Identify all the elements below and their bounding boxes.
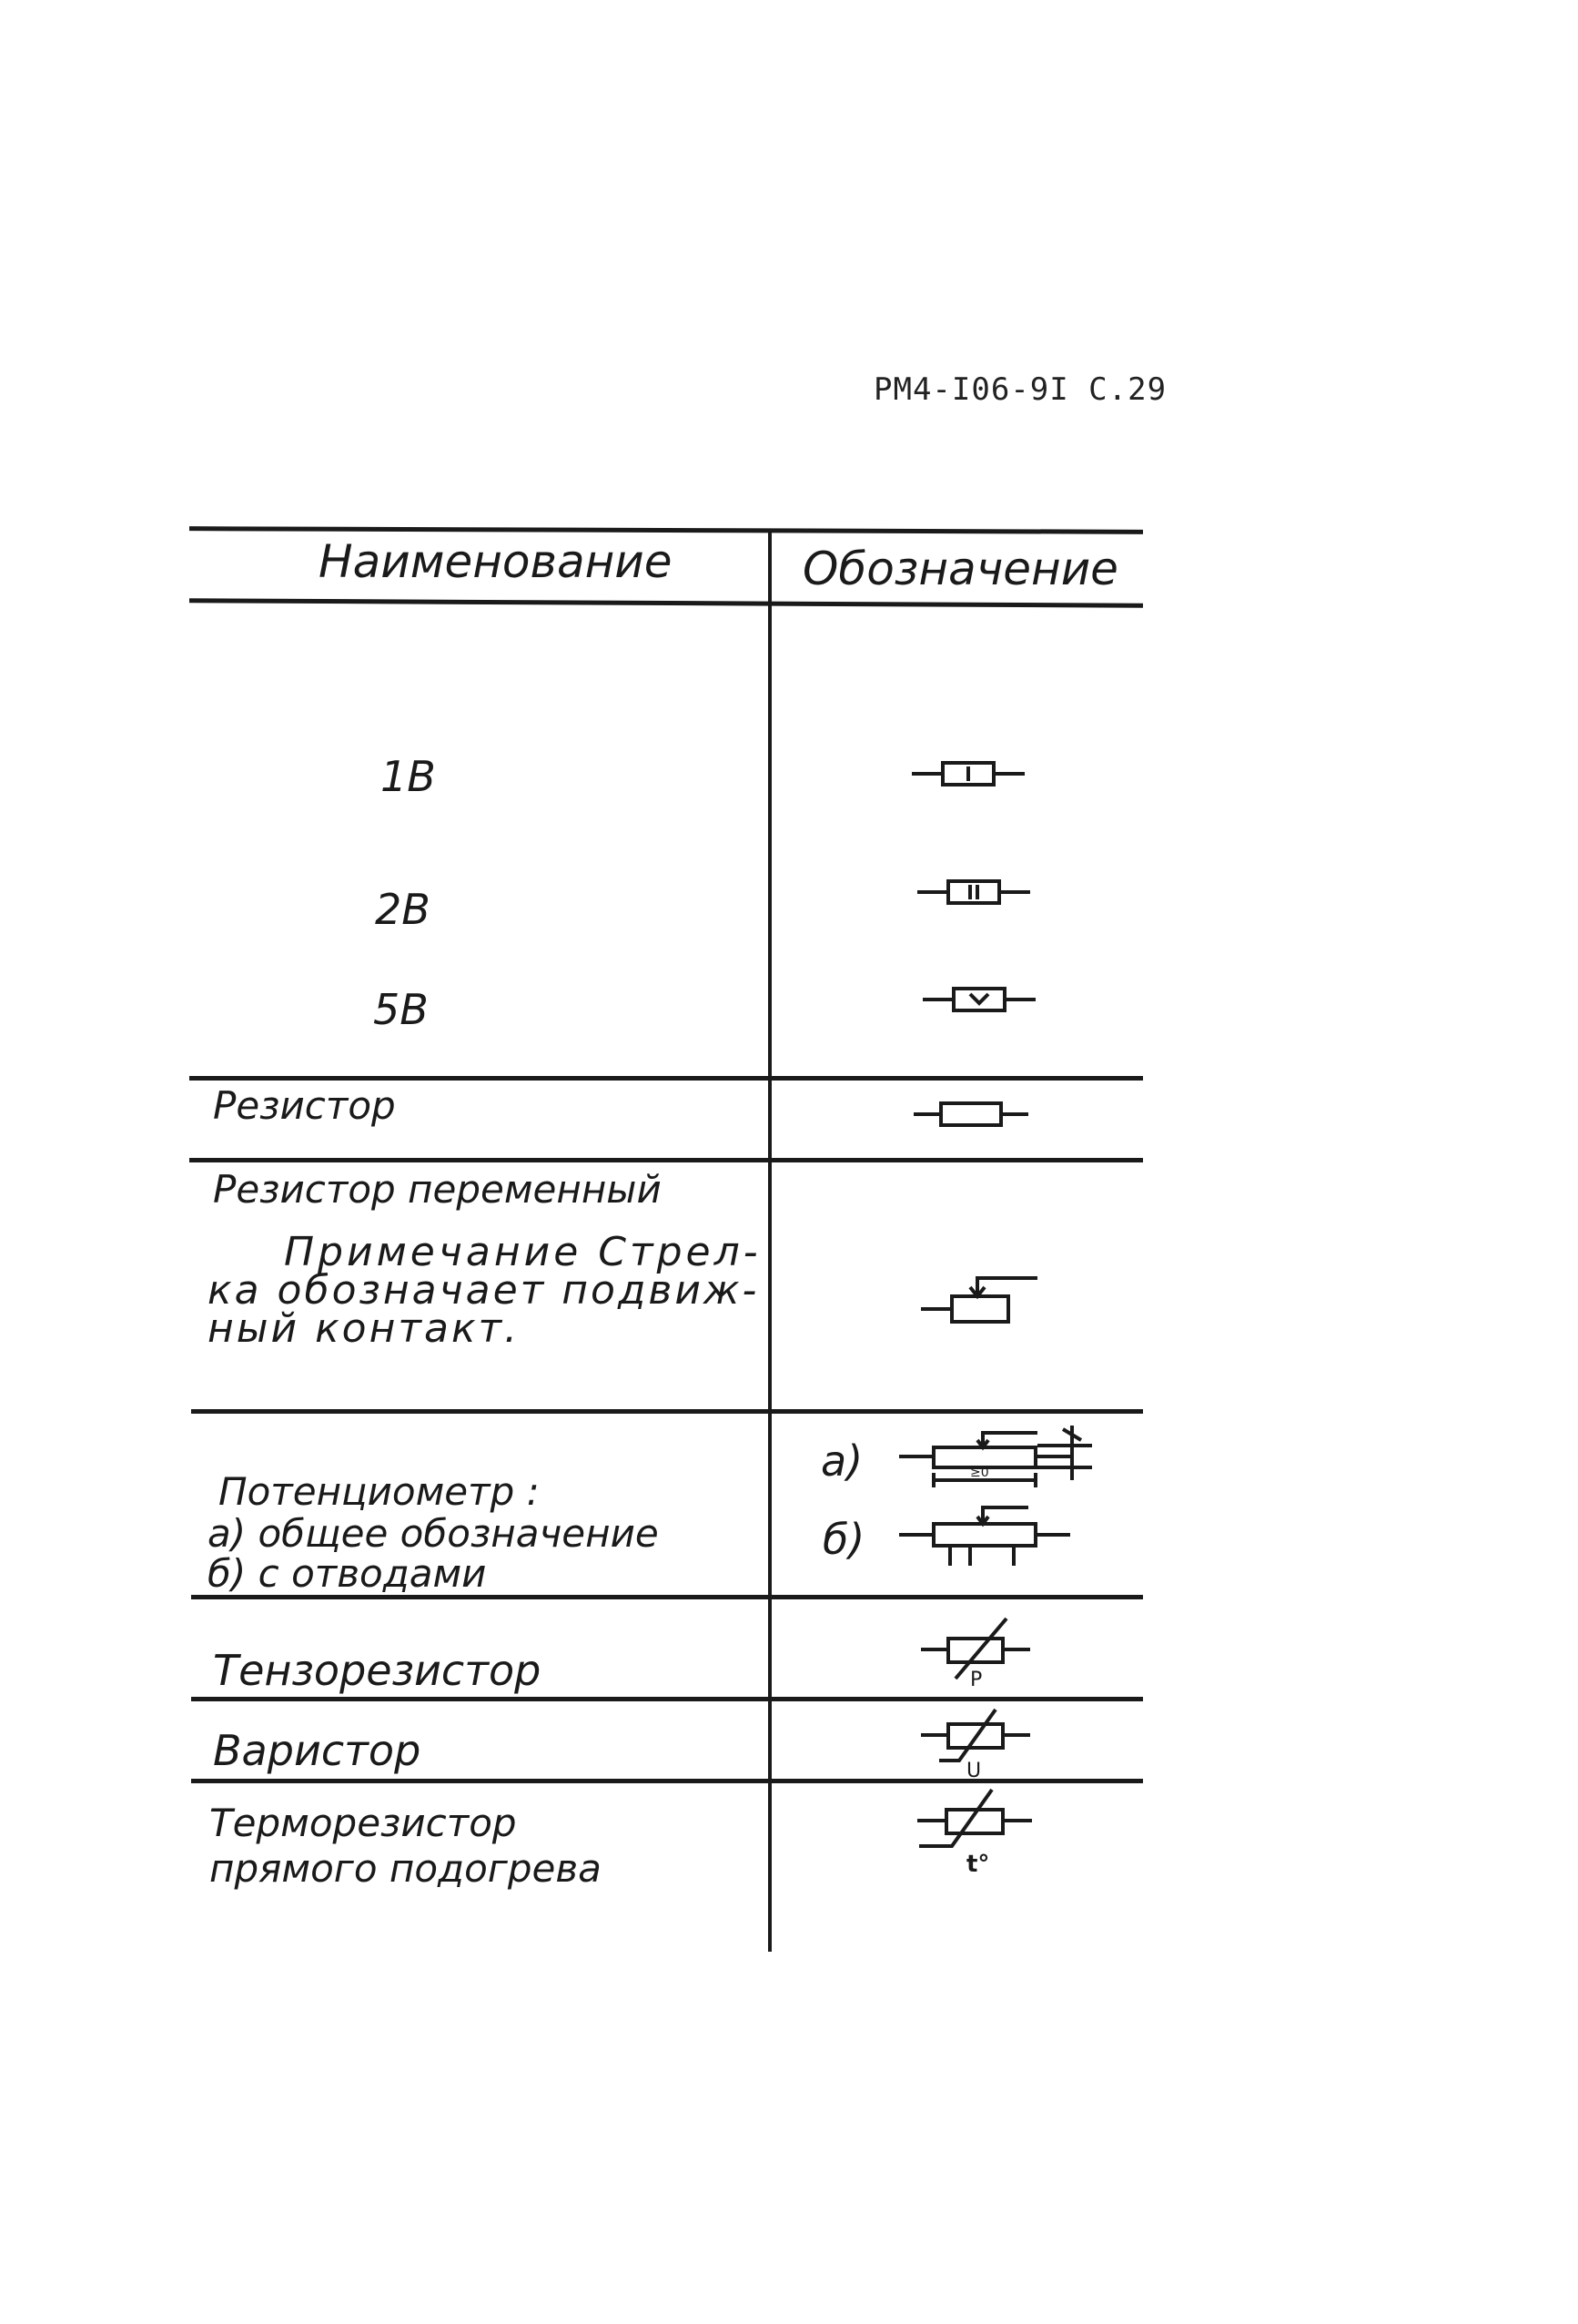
table-top-rule [189, 526, 1143, 534]
row-label-variable-resistor: Резистор переменный [213, 1167, 662, 1212]
row-label-5w: 5В [373, 985, 429, 1034]
row-label-resistor: Резистор [213, 1083, 396, 1128]
variable-resistor-note-line-3: ный контакт. [207, 1305, 521, 1352]
row-divider [191, 1409, 1143, 1414]
varistor-icon [919, 1702, 1047, 1784]
table-column-divider [768, 530, 772, 1952]
resistor-icon [912, 1092, 1039, 1138]
potentiometer-marker-a: а) [821, 1436, 864, 1486]
strain-gauge-letter: P [970, 1669, 983, 1691]
row-label-thermistor-line-1: Терморезистор [209, 1801, 517, 1845]
row-label-varistor: Варистор [213, 1726, 421, 1775]
variable-resistor-note-line-1: Примечание Стрел- [284, 1229, 762, 1275]
potentiometer-marker-b: б) [823, 1515, 865, 1564]
variable-resistor-icon [919, 1265, 1056, 1329]
potentiometer-dimension-text: ≥0 [970, 1466, 989, 1480]
table-header-rule [189, 598, 1143, 607]
strain-gauge-icon [919, 1611, 1047, 1693]
row-label-potentiometer: Потенциометр : [218, 1469, 540, 1514]
row-divider [189, 1076, 1143, 1081]
row-label-1w: 1В [380, 752, 436, 801]
potentiometer-icon [892, 1420, 1110, 1593]
row-label-thermistor-line-2: прямого подогрева [209, 1846, 602, 1891]
thermistor-icon [915, 1784, 1052, 1884]
row-label-2w: 2В [375, 885, 430, 934]
row-divider [189, 1158, 1143, 1162]
varistor-letter: U [966, 1760, 982, 1782]
row-label-strain-gauge: Тензорезистор [213, 1646, 541, 1695]
potentiometer-sub-b: б) с отводами [207, 1551, 487, 1596]
potentiometer-sub-a: а) общее обозначение [207, 1511, 659, 1556]
header-designation: Обозначение [803, 543, 1118, 595]
header-name: Наименование [319, 535, 673, 588]
fixed-resistor-2w-icon [915, 870, 1043, 916]
document-code: РМ4-I06-9I С.29 [874, 371, 1168, 408]
fixed-resistor-1w-icon [910, 752, 1037, 797]
thermistor-letter: t° [966, 1851, 990, 1878]
fixed-resistor-5w-icon [921, 978, 1048, 1023]
variable-resistor-note-line-2: ка обозначает подвиж- [207, 1267, 760, 1314]
row-divider [191, 1697, 1143, 1701]
